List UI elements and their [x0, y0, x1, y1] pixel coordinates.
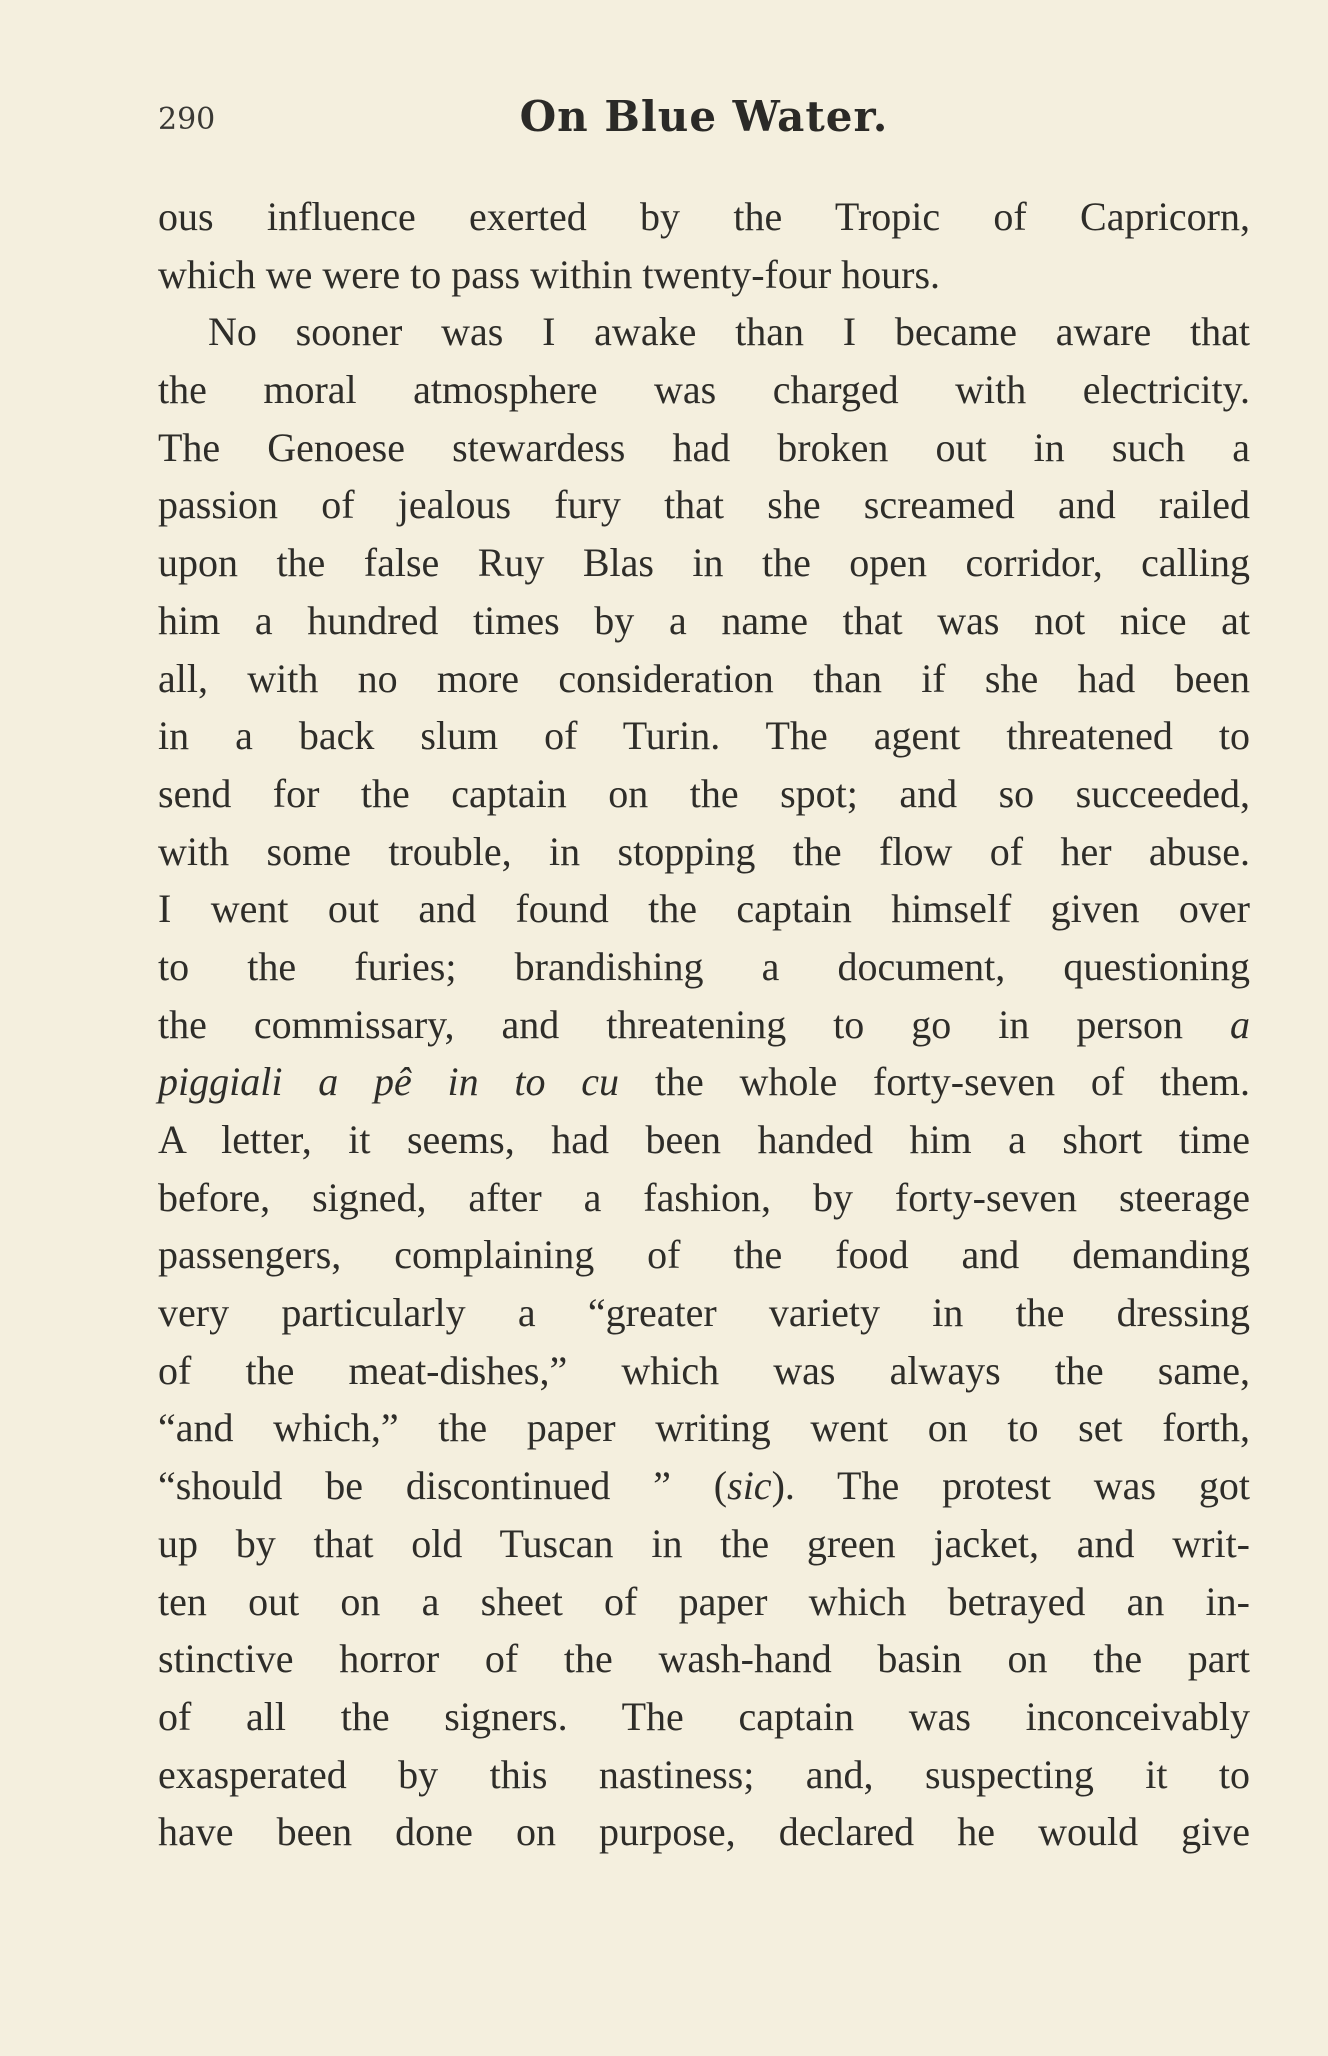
text-segment: the whole forty-seven of them.: [654, 1059, 1251, 1105]
text-line: I went out and found the captain himself given over: [158, 886, 1250, 932]
text-line: with some trouble, in stopping the flow of her abuse.: [158, 828, 1250, 874]
body-text: [158, 188, 1250, 1861]
running-title: On Blue Water.: [519, 92, 889, 141]
text-line: No sooner was I awake than I became aware that: [208, 309, 1250, 355]
text-line: him a hundred times by a name that was not nice at: [158, 597, 1250, 643]
text-segment: the commissary, and threatening to go in person: [158, 1001, 1184, 1047]
text-line: passengers, complaining of the food and demanding: [158, 1232, 1250, 1278]
text-line: in a back slum of Turin. The agent threatened to: [158, 713, 1250, 759]
text-segment: ). The protest was got: [771, 1463, 1250, 1509]
text-line: ous influence exerted by the Tropic of Capricorn,: [158, 194, 1250, 239]
italic-phrase: piggiali a pê in to cu: [158, 1059, 620, 1105]
italic-word: sic: [727, 1463, 772, 1509]
italic-phrase: a: [1230, 1001, 1250, 1047]
text-line: very particularly a “greater variety in the dressing: [158, 1290, 1250, 1336]
text-line: A letter, it seems, had been handed him a short time: [158, 1117, 1250, 1162]
text-line: before, signed, after a fashion, by forty-seven steerage: [158, 1174, 1250, 1220]
text-line-with-italic: [158, 996, 1250, 1054]
text-line: of all the signers. The captain was inconceivably: [158, 1693, 1250, 1739]
text-line: to the furies; brandishing a document, questioning: [158, 943, 1250, 989]
text-line: “and which,” the paper writing went on to set forth,: [158, 1405, 1250, 1451]
text-line: the moral atmosphere was charged with electricity.: [158, 367, 1250, 413]
text-line: have been done on purpose, declared he would give: [158, 1809, 1250, 1855]
text-line: all, with no more consideration than if she had been: [158, 655, 1250, 701]
text-line: The Genoese stewardess had broken out in such a: [158, 424, 1250, 470]
text-line: ten out on a sheet of paper which betrayed an in-: [158, 1578, 1250, 1624]
text-line: which we were to pass within twenty-four hours.: [158, 251, 941, 297]
text-line: up by that old Tuscan in the green jacket, and writ-: [158, 1520, 1250, 1566]
text-line: send for the captain on the spot; and so succeeded,: [158, 770, 1250, 816]
text-line: stinctive horror of the wash-hand basin on the part: [158, 1636, 1250, 1682]
page-number: 290: [158, 102, 216, 137]
text-line: of the meat-dishes,” which was always the same,: [158, 1347, 1250, 1393]
text-line-with-italic: [158, 1457, 1250, 1515]
text-line: upon the false Ruy Blas in the open corridor, calling: [158, 540, 1250, 586]
text-line: passion of jealous fury that she screamed and railed: [158, 482, 1250, 528]
text-segment: “should be discontinued ” (: [158, 1463, 728, 1509]
page-header: [158, 92, 1250, 152]
text-line: exasperated by this nastiness; and, suspecting it to: [158, 1751, 1250, 1797]
text-line-with-italic: [158, 1053, 1250, 1111]
